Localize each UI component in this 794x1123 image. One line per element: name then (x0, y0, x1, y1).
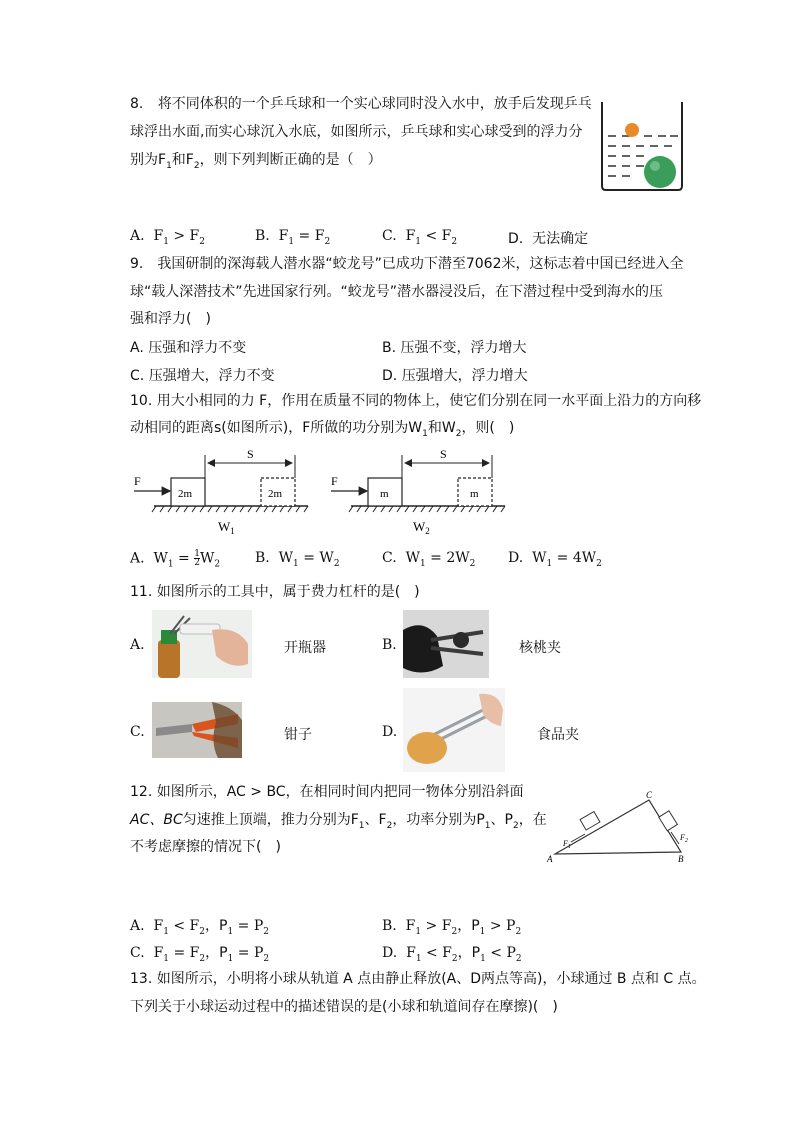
opt-s1: 1 (167, 559, 174, 570)
f2-sub: 2 (684, 838, 688, 844)
q13-line2: 下列关于小球运动过程中的描述错误的是(小球和轨道间存在摩擦)( ) (130, 999, 558, 1015)
q8-line1 (130, 90, 592, 118)
opt-op: < F (421, 228, 452, 244)
q8-line2: 球浮出水面,而实心球沉入水底，如图所示，乒乓球和实心球受到的浮力分 (130, 124, 583, 140)
q11-option-a-label: 开瓶器 (284, 640, 326, 656)
q9-option-d[interactable] (382, 365, 528, 385)
q11-option-a-image[interactable] (152, 610, 252, 678)
q10-l2a: 动相同的距离s(如图所示)，F所做的功分别为W (130, 420, 423, 436)
opt-o1: > F (421, 918, 452, 934)
opt-t: 压强增大，浮力不变 (148, 368, 275, 384)
opt-s2: 2 (451, 926, 458, 937)
q13-line1: 13. 如图所示，小明将小球从轨道 A 点由静止释放(A、D两点等高)，小球通过 B 点和 C 点。 (130, 971, 706, 987)
q11-option-b-image[interactable] (403, 610, 489, 678)
point-a-label: A (547, 854, 553, 864)
q8-l3c: ，则下列判断正确的是（ ） (199, 152, 382, 168)
opt-key: D. (382, 368, 398, 384)
opt-s1: 1 (293, 558, 299, 569)
force-label: F (134, 474, 141, 488)
q11-line1: 11. 如图所示的工具中，属于费力杠杆的是( ) (130, 584, 420, 600)
opt-op: = 2W (425, 550, 470, 566)
q12-line3: 不考虑摩擦的情况下( ) (130, 839, 281, 855)
opt-op: = 4W (552, 550, 597, 566)
w1-caption-main: W (218, 519, 231, 534)
opt-key: A. (130, 550, 145, 567)
q12-incline-figure (545, 790, 695, 865)
opt-s1: 1 (546, 558, 553, 569)
opt-t: 压强增大，浮力增大 (401, 368, 528, 384)
opt-p1: F (153, 945, 164, 961)
ping-pong-ball (625, 123, 639, 137)
opt-key: A. (130, 918, 145, 934)
distance-label: S (247, 447, 254, 461)
opt-s1: 1 (163, 236, 169, 247)
q8-option-b[interactable] (255, 228, 330, 247)
opt-key: D. (508, 231, 524, 247)
bread-icon (407, 732, 447, 764)
q11-option-d-image[interactable] (403, 688, 505, 772)
opt-o2: > P (485, 918, 516, 934)
q9-line1: 9. 我国研制的深海载人潜水器“蛟龙号”已成功下潜至7062米，这标志着中国已经进入全 (130, 256, 684, 272)
block-start-label: m (380, 488, 389, 500)
f1-label (562, 839, 571, 850)
block-right (659, 811, 678, 831)
frac-num: 1 (194, 549, 200, 559)
opt-s1: 1 (419, 558, 426, 569)
f2-label (679, 833, 688, 844)
opt-p2: ，P (457, 918, 480, 934)
opt-key: A. (130, 228, 145, 244)
ground-hatch (349, 506, 505, 512)
opt-p1: F (405, 918, 416, 934)
opt-s2: 2 (469, 558, 476, 569)
opt-op: = (173, 550, 195, 567)
opt-o1: = F (169, 945, 200, 961)
opt-t: F (405, 228, 416, 244)
opt-op: > F (168, 228, 200, 244)
q8-l3b: 和F (171, 152, 194, 168)
q12-l2f: ，在 (518, 812, 547, 828)
opt-op: = W (298, 550, 334, 566)
opt-key: B. (382, 340, 397, 356)
opt-o2: < P (485, 945, 516, 961)
walnut-icon (453, 632, 469, 648)
opt-s2: 2 (199, 926, 206, 937)
q8-option-d[interactable] (508, 228, 588, 248)
triangle (555, 800, 681, 854)
q12-l2a: AC、BC (130, 812, 183, 828)
q10-option-d[interactable] (508, 550, 602, 569)
q12-option-c[interactable] (130, 942, 269, 964)
opt-key: C. (130, 945, 145, 961)
q10-option-b[interactable] (255, 550, 340, 569)
q10-l2s1: 1 (422, 428, 428, 439)
q10-figure-right (327, 445, 512, 540)
opt-s2: 2 (451, 953, 458, 964)
w2-caption-sub: 2 (425, 526, 430, 536)
ground-hatch (152, 506, 308, 512)
opt-s3: 1 (480, 953, 486, 964)
opt-t: W (405, 550, 420, 566)
opt-s2: 2 (596, 558, 602, 569)
opt-op: = F (294, 228, 325, 244)
w1-caption-sub: 1 (230, 526, 235, 536)
opt-s3: 1 (227, 926, 234, 937)
opt-t: 压强和浮力不变 (148, 340, 247, 356)
q8-text-line1: 将不同体积的一个乒乓球和一个实心球同时没入水中，放手后发现乒乓 (157, 96, 592, 112)
q12-option-d[interactable] (382, 942, 522, 964)
opt-t: 压强不变，浮力增大 (400, 340, 527, 356)
q12-l2d: ，功率分别为P (392, 812, 485, 828)
q12-option-a[interactable] (130, 915, 269, 937)
q12-line1: 12. 如图所示，AC > BC，在相同时间内把同一物体分别沿斜面 (130, 784, 524, 800)
opt-s3: 1 (227, 953, 234, 964)
solid-ball (644, 156, 676, 188)
q10-line1: 10. 用大小相同的力 F，作用在质量不同的物体上，使它们分别在同一水平面上沿力的方向移 (130, 393, 702, 409)
opt-s4: 2 (263, 926, 269, 937)
q9-option-c[interactable] (130, 365, 275, 385)
f2-main: F (680, 833, 685, 842)
point-c-label: C (646, 790, 653, 800)
solid-ball-highlight (650, 161, 660, 171)
opt-key: D. (382, 945, 398, 961)
w1-caption (218, 519, 235, 536)
beaker-figure (600, 100, 684, 192)
opt-s2: 2 (324, 236, 331, 247)
q11-option-c-image[interactable] (152, 702, 242, 758)
opt-p1: F (406, 945, 416, 961)
q10-l2b: 和W (427, 420, 456, 436)
opt-s1: 1 (163, 953, 170, 964)
q8-option-a[interactable] (130, 228, 205, 247)
q10-figure-left (130, 445, 315, 540)
q11-option-d-key[interactable]: D. (382, 724, 398, 740)
q12-l2b: 匀速推上顶端，推力分别为F (182, 812, 359, 828)
q12-l2c: 、F (364, 812, 387, 828)
q11-option-b-key[interactable]: B. (382, 637, 397, 653)
opt-t: 无法确定 (532, 231, 589, 247)
opt-t: F (278, 228, 289, 244)
q12-l2s4: 2 (512, 820, 519, 831)
opt-key: C. (382, 550, 397, 566)
opt-s3: 1 (479, 926, 486, 937)
q12-l2s3: 1 (484, 820, 491, 831)
opt-t: W (278, 550, 294, 566)
opt-tail: W (199, 550, 215, 567)
q8-option-c[interactable] (382, 228, 457, 247)
distance-label: S (440, 447, 447, 461)
block-end-label: m (470, 488, 479, 500)
q12-l2s2: 2 (386, 820, 393, 831)
opt-s2: 2 (333, 558, 340, 569)
q8-l3s1: 1 (166, 160, 172, 171)
opt-s1: 1 (288, 236, 295, 247)
q9-line2: 球“载人深潜技术”先进国家行列。“蛟龙号”潜水器浸没后，在下潜过程中受到海水的压 (130, 284, 664, 300)
opt-key: D. (508, 550, 524, 566)
opt-s4: 2 (263, 953, 270, 964)
frac-den: 2 (194, 558, 200, 568)
q8-l3a: 别为F (130, 152, 167, 168)
opt-s1: 1 (163, 926, 169, 937)
opt-key: B. (255, 228, 270, 244)
opt-key: A. (130, 340, 144, 356)
q9-option-b[interactable] (382, 337, 527, 357)
opt-key: B. (382, 918, 397, 934)
opt-p2: ，P (205, 918, 228, 934)
opt-s4: 2 (515, 953, 522, 964)
q12-l2s1: 1 (358, 820, 365, 831)
q8-number: 8. (130, 96, 144, 112)
q8-line3 (130, 146, 382, 180)
opt-o1: < F (168, 918, 200, 934)
opt-s1: 1 (415, 926, 422, 937)
q11-option-b-label: 核桃夹 (519, 640, 561, 656)
q8-l3s2: 2 (193, 160, 200, 171)
q12-option-b[interactable] (382, 915, 521, 937)
block-end-label: 2m (268, 488, 283, 500)
opt-s1: 1 (415, 236, 422, 247)
block-left (580, 812, 600, 830)
q10-option-a[interactable] (130, 550, 220, 569)
q9-option-a[interactable] (130, 337, 246, 357)
f1-main: F (563, 839, 568, 848)
q10-line2 (130, 414, 514, 448)
opt-s1: 1 (415, 953, 422, 964)
point-b-label: B (678, 854, 684, 864)
w2-caption (413, 519, 430, 536)
opt-t: W (153, 550, 168, 567)
opt-key: B. (255, 550, 270, 566)
opt-key: C. (382, 228, 397, 244)
opt-s4: 2 (515, 926, 522, 937)
opt-p2: ，P (205, 945, 228, 961)
opt-s2: 2 (199, 953, 206, 964)
bottle-icon (158, 640, 180, 678)
opt-p1: F (153, 918, 164, 934)
f1-sub: 1 (567, 844, 571, 850)
q10-l2c: ，则( ) (461, 420, 515, 436)
q9-line3: 强和浮力( ) (130, 311, 211, 327)
opt-s2: 2 (199, 236, 206, 247)
q11-option-c-label: 钳子 (284, 727, 312, 743)
opt-key: C. (130, 368, 145, 384)
q11-option-a-key[interactable]: A. (130, 637, 145, 653)
q11-option-c-key[interactable]: C. (130, 724, 145, 740)
w2-caption-main: W (413, 519, 426, 534)
q10-option-c[interactable] (382, 550, 475, 569)
q11-option-d-label: 食品夹 (537, 727, 579, 743)
opt-o2: = P (233, 918, 264, 934)
opt-s2: 2 (451, 236, 458, 247)
opt-t: F (153, 228, 164, 244)
opt-t: W (532, 550, 547, 566)
opt-o1: < F (421, 945, 452, 961)
q10-l2s2: 2 (455, 428, 462, 439)
block-start-label: 2m (178, 488, 193, 500)
opt-s2: 2 (214, 559, 221, 570)
opt-o2: = P (233, 945, 264, 961)
force-label: F (331, 474, 338, 488)
q12-l2e: 、P (490, 812, 513, 828)
opt-p2: ，P (457, 945, 481, 961)
